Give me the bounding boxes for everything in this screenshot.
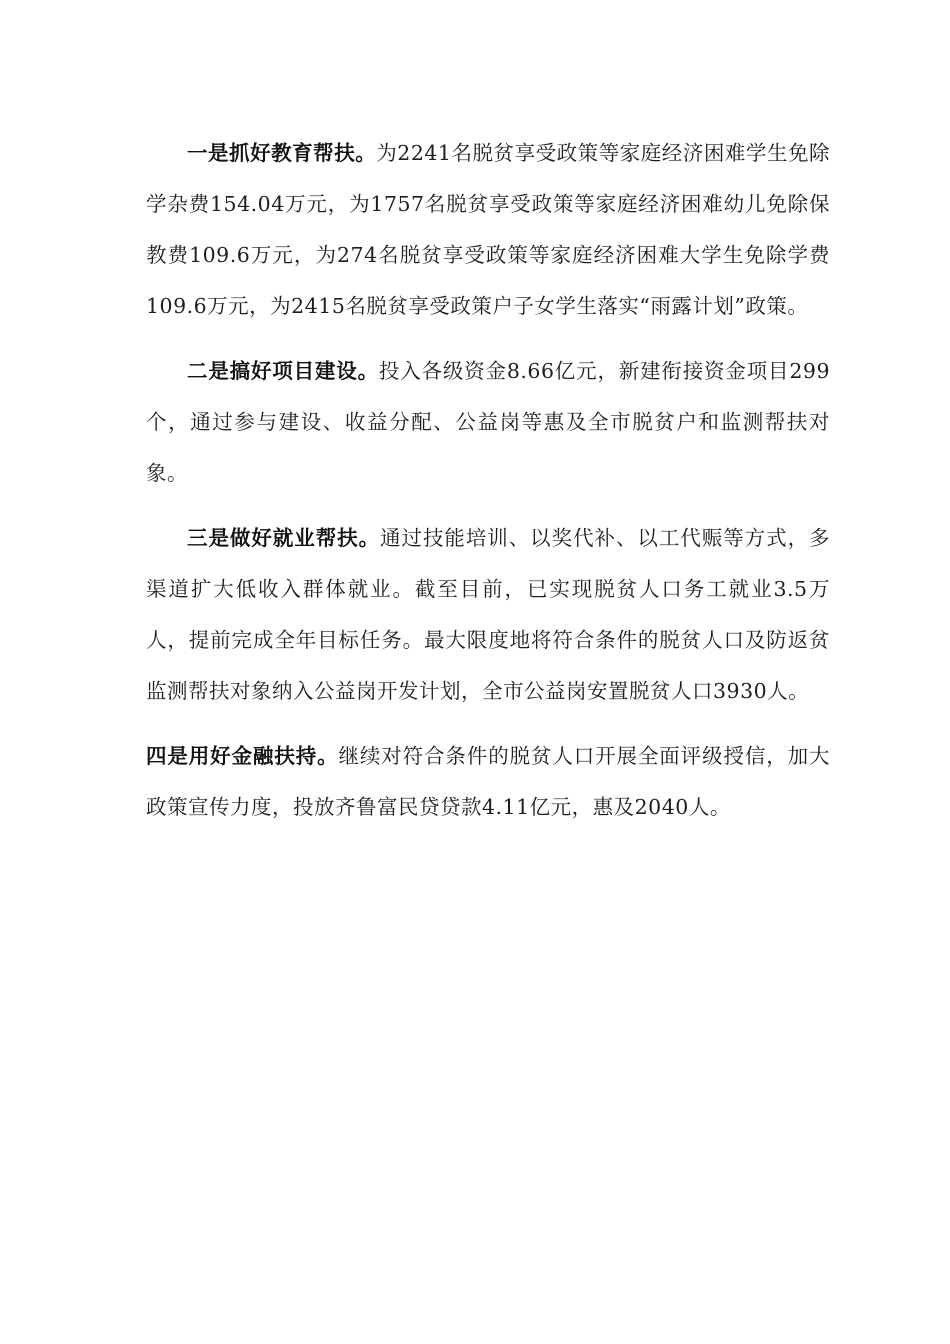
paragraph-education-support (146, 128, 830, 332)
paragraph-employment-support (146, 513, 830, 717)
paragraph-financial-support (146, 731, 830, 833)
paragraph-body: 投入各级资金8.66亿元，新建衔接资金项目299个，通过参与建设、收益分配、公益岗等惠及全市脱贫户和监测帮扶对象。 (146, 359, 830, 485)
paragraph-heading: 二是搞好项目建设。 (187, 359, 379, 383)
document-page (146, 128, 830, 847)
paragraph-body: 继续对符合条件的脱贫人口开展全面评级授信，加大政策宣传力度，投放齐鲁富民贷贷款4.11亿元，惠及2040人。 (146, 744, 830, 819)
paragraph-project-construction (146, 346, 830, 499)
paragraph-heading: 一是抓好教育帮扶。 (187, 141, 377, 165)
paragraph-body: 为2241名脱贫享受政策等家庭经济困难学生免除学杂费154.04万元，为1757名脱贫享受政策等家庭经济困难幼儿免除保教费109.6万元，为274名脱贫享受政策等家庭经济困难大学生免除学费109.6万元，为2415名脱贫享受政策户子女学生落实“雨露计划”政策。 (146, 141, 830, 318)
paragraph-heading: 三是做好就业帮扶。 (187, 526, 381, 550)
paragraph-heading: 四是用好金融扶持。 (146, 744, 339, 768)
paragraph-body: 通过技能培训、以奖代补、以工代赈等方式，多渠道扩大低收入群体就业。截至目前，已实现脱贫人口务工就业3.5万人，提前完成全年目标任务。最大限度地将符合条件的脱贫人口及防返贫监测帮扶对象纳入公益岗开发计划，全市公益岗安置脱贫人口3930人。 (146, 526, 831, 703)
